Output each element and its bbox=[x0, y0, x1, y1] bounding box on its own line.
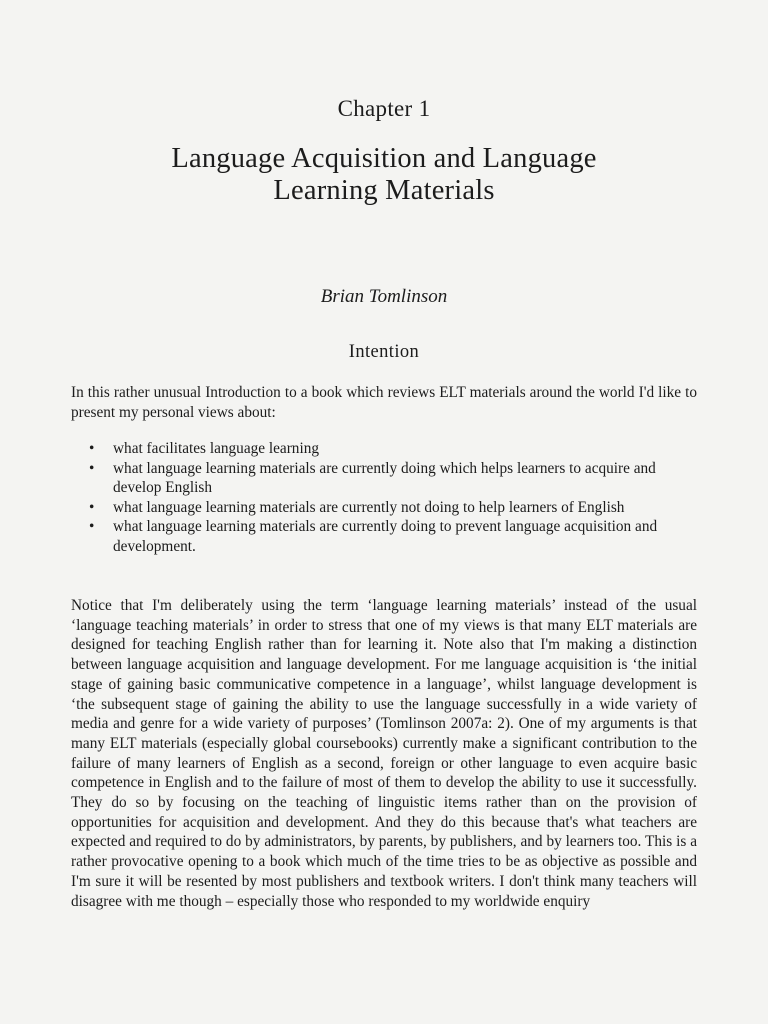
bullet-icon: • bbox=[89, 518, 95, 536]
author-name: Brian Tomlinson bbox=[320, 286, 448, 307]
main-paragraph: Notice that I'm deliberately using the term ‘language learning materials’ instead of the usual ‘language teaching materials’ in order to stress that one of my views is that many ELT materials are designed for teaching English rather than for learning it. Note also that I'm making a distinction between language acquisition and language development. For me language acquisition is ‘the initial stage of gaining basic communicative competence in a language’, whilst language development is ‘the subsequent stage of gaining the ability to use the language successfully in a wide variety of media and genre for a wide variety of purposes’ (Tomlinson 2007a: 2). One of my arguments is that many ELT materials (especially global coursebooks) currently make a significant contribution to the failure of many learners of English as a second, foreign or other language to even acquire basic competence in English and to the failure of most of them to develop the ability to use it successfully. They do so by focusing on the teaching of linguistic items rather than on the provision of opportunities for acquisition and development. And they do this because that's what teachers are expected and required to do by administrators, by parents, by publishers, and by learners too. This is a rather provocative opening to a book which much of the time tries to be as objective as possible and I'm sure it will be resented by most publishers and textbook writers. I don't think many teachers will disagree with me though – especially those who responded to my worldwide enquiry bbox=[71, 597, 697, 910]
intro-paragraph: In this rather unusual Introduction to a book which reviews ELT materials around the world I'd like to present my personal views about: bbox=[71, 384, 697, 421]
bullet-icon: • bbox=[89, 498, 95, 516]
bullet-icon: • bbox=[89, 440, 95, 457]
list-item bbox=[71, 439, 697, 459]
chapter-label: Chapter 1 bbox=[337, 96, 431, 121]
list-item bbox=[71, 459, 697, 498]
list-item bbox=[71, 498, 697, 518]
list-item-text: what facilitates language learning bbox=[113, 440, 319, 457]
section-heading: Intention bbox=[348, 342, 420, 362]
chapter-title-line-2: Learning Materials bbox=[273, 175, 495, 206]
bullet-list bbox=[71, 439, 697, 557]
bullet-icon: • bbox=[89, 459, 95, 477]
chapter-title-line-1: Language Acquisition and Language bbox=[171, 143, 597, 174]
list-item-text: what language learning materials are currently doing which helps learners to acquire and develop English bbox=[113, 459, 656, 497]
list-item-text: what language learning materials are currently doing to prevent language acquisition and development. bbox=[113, 518, 658, 555]
chapter-title bbox=[60, 143, 708, 207]
list-item bbox=[71, 517, 697, 556]
list-item-text: what language learning materials are currently not doing to help learners of English bbox=[113, 498, 625, 516]
